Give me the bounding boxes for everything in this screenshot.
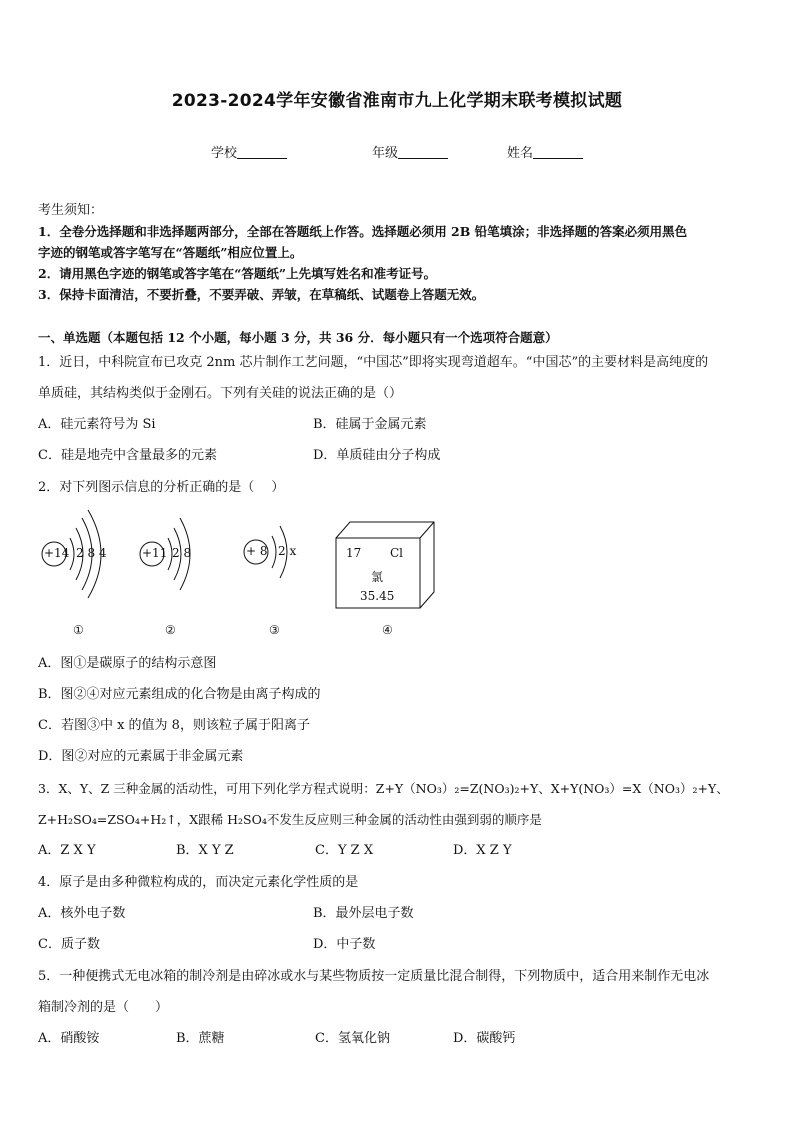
q3-option-b: B．X Y Z [176, 843, 234, 858]
q3-stem-line-2: Z+H₂SO₄=ZSO₄+H₂↑，X跟稀 H₂SO₄不发生反应则三种金属的活动性由强到弱的顺序是 [38, 812, 542, 827]
q1-option-b: B．硅属于金属元素 [313, 417, 427, 432]
q5-stem-line-1: 5．一种便携式无电冰箱的制冷剂是由碎冰或水与某些物质按一定质量比混合制得，下列物质中，适合用来制作无电冰 [38, 969, 710, 984]
q2-option-d: D．图②对应的元素属于非金属元素 [38, 749, 244, 764]
name-label: 姓名 [507, 146, 534, 161]
q5-option-a: A．硝酸铵 [38, 1031, 100, 1046]
q4-option-c: C．质子数 [38, 937, 100, 952]
grade-label: 年级 [372, 146, 399, 161]
q4-stem: 4．原子是由多种微粒构成的，而决定元素化学性质的是 [38, 875, 359, 890]
section-heading: 一、单选题（本题包括 12 个小题，每小题 3 分，共 36 分．每小题只有一个选项符合题意） [38, 330, 558, 345]
q2-stem: 2．对下列图示信息的分析正确的是（ ） [38, 480, 285, 495]
name-blank [533, 146, 583, 159]
school-field [211, 142, 287, 161]
q2-option-b: B．图②④对应元素组成的化合物是由离子构成的 [38, 687, 321, 702]
notice-line-1b: 字迹的钢笔或答字笔写在“答题纸”相应位置上。 [38, 245, 303, 260]
atom-1-shell-numbers: 2 8 4 [76, 546, 107, 560]
q5-stem-line-2: 箱制冷剂的是（ ） [38, 1000, 169, 1015]
q3-option-a: A．Z X Y [38, 843, 96, 858]
atom-2-shell-numbers: 2 8 [172, 546, 192, 560]
school-blank [237, 146, 287, 159]
q1-option-d: D．单质硅由分子构成 [313, 448, 441, 463]
atom-1-shell-1 [70, 538, 74, 570]
notice-line-2: 2．请用黑色字迹的钢笔或答字笔在“答题纸”上先填写姓名和准考证号。 [38, 266, 437, 281]
element-name: 氯 [371, 570, 384, 584]
q2-option-c: C．若图③中 x 的值为 8，则该粒子属于阳离子 [38, 718, 310, 733]
figure-label-4: ④ [382, 623, 393, 637]
notice-heading: 考生须知： [38, 203, 104, 218]
figure-label-1: ① [73, 623, 84, 637]
page-title: 2023-2024学年安徽省淮南市九上化学期末联考模拟试题 [171, 91, 623, 111]
element-atomic-number: 17 [346, 546, 362, 560]
element-atomic-mass: 35.45 [360, 589, 395, 603]
q5-option-c: C．氢氧化钠 [315, 1031, 390, 1046]
q5-option-d: D．碳酸钙 [453, 1031, 516, 1046]
q1-stem-line-2: 单质硅，其结构类似于金刚石。下列有关硅的说法正确的是（） [38, 386, 403, 401]
grade-field [372, 142, 448, 161]
q1-option-c: C．硅是地壳中含量最多的元素 [38, 448, 217, 463]
element-symbol: Cl [390, 546, 404, 560]
atom-3-shell-1 [272, 536, 276, 568]
notice-line-3: 3．保持卡面清洁，不要折叠，不要弄破、弄皱，在草稿纸、试题卷上答题无效。 [38, 287, 485, 302]
q3-option-d: D．X Z Y [453, 843, 512, 858]
q4-option-d: D．中子数 [313, 937, 376, 952]
atom-3-shell-numbers: 2 x [278, 544, 297, 558]
q1-option-a: A．硅元素符号为 Si [38, 417, 156, 432]
school-label: 学校 [211, 146, 238, 161]
notice-line-1a: 1．全卷分选择题和非选择题两部分，全部在答题纸上作答。选择题必须用 2B 铅笔填涂；非选择题的答案必须用黑色 [38, 224, 688, 239]
atom-2-nucleus-label: +11 [142, 546, 168, 560]
atom-3-nucleus-label: + 8 [246, 544, 268, 558]
q1-stem-line-1: 1．近日，中科院宣布已攻克 2nm 芯片制作工艺问题，“中国芯”即将实现弯道超车。“中国芯”的主要材料是高纯度的 [38, 355, 709, 370]
name-field [507, 142, 583, 161]
q2-figure [30, 508, 450, 648]
q3-stem-line-1: 3．X、Y、Z 三种金属的活动性，可用下列化学方程式说明：Z+Y（NO₃）₂=Z(NO₃)₂+Y、X+Y(NO₃）=X（NO₃）₂+Y、 [38, 781, 729, 796]
figure-label-2: ② [165, 623, 176, 637]
q4-option-b: B．最外层电子数 [313, 906, 414, 921]
atom-1-nucleus-label: +14 [44, 546, 70, 560]
grade-blank [398, 146, 448, 159]
figure-label-3: ③ [269, 623, 280, 637]
q2-option-a: A．图①是碳原子的结构示意图 [38, 656, 217, 671]
q3-option-c: C．Y Z X [315, 843, 374, 858]
q5-option-b: B．蔗糖 [176, 1031, 225, 1046]
q4-option-a: A．核外电子数 [38, 906, 126, 921]
